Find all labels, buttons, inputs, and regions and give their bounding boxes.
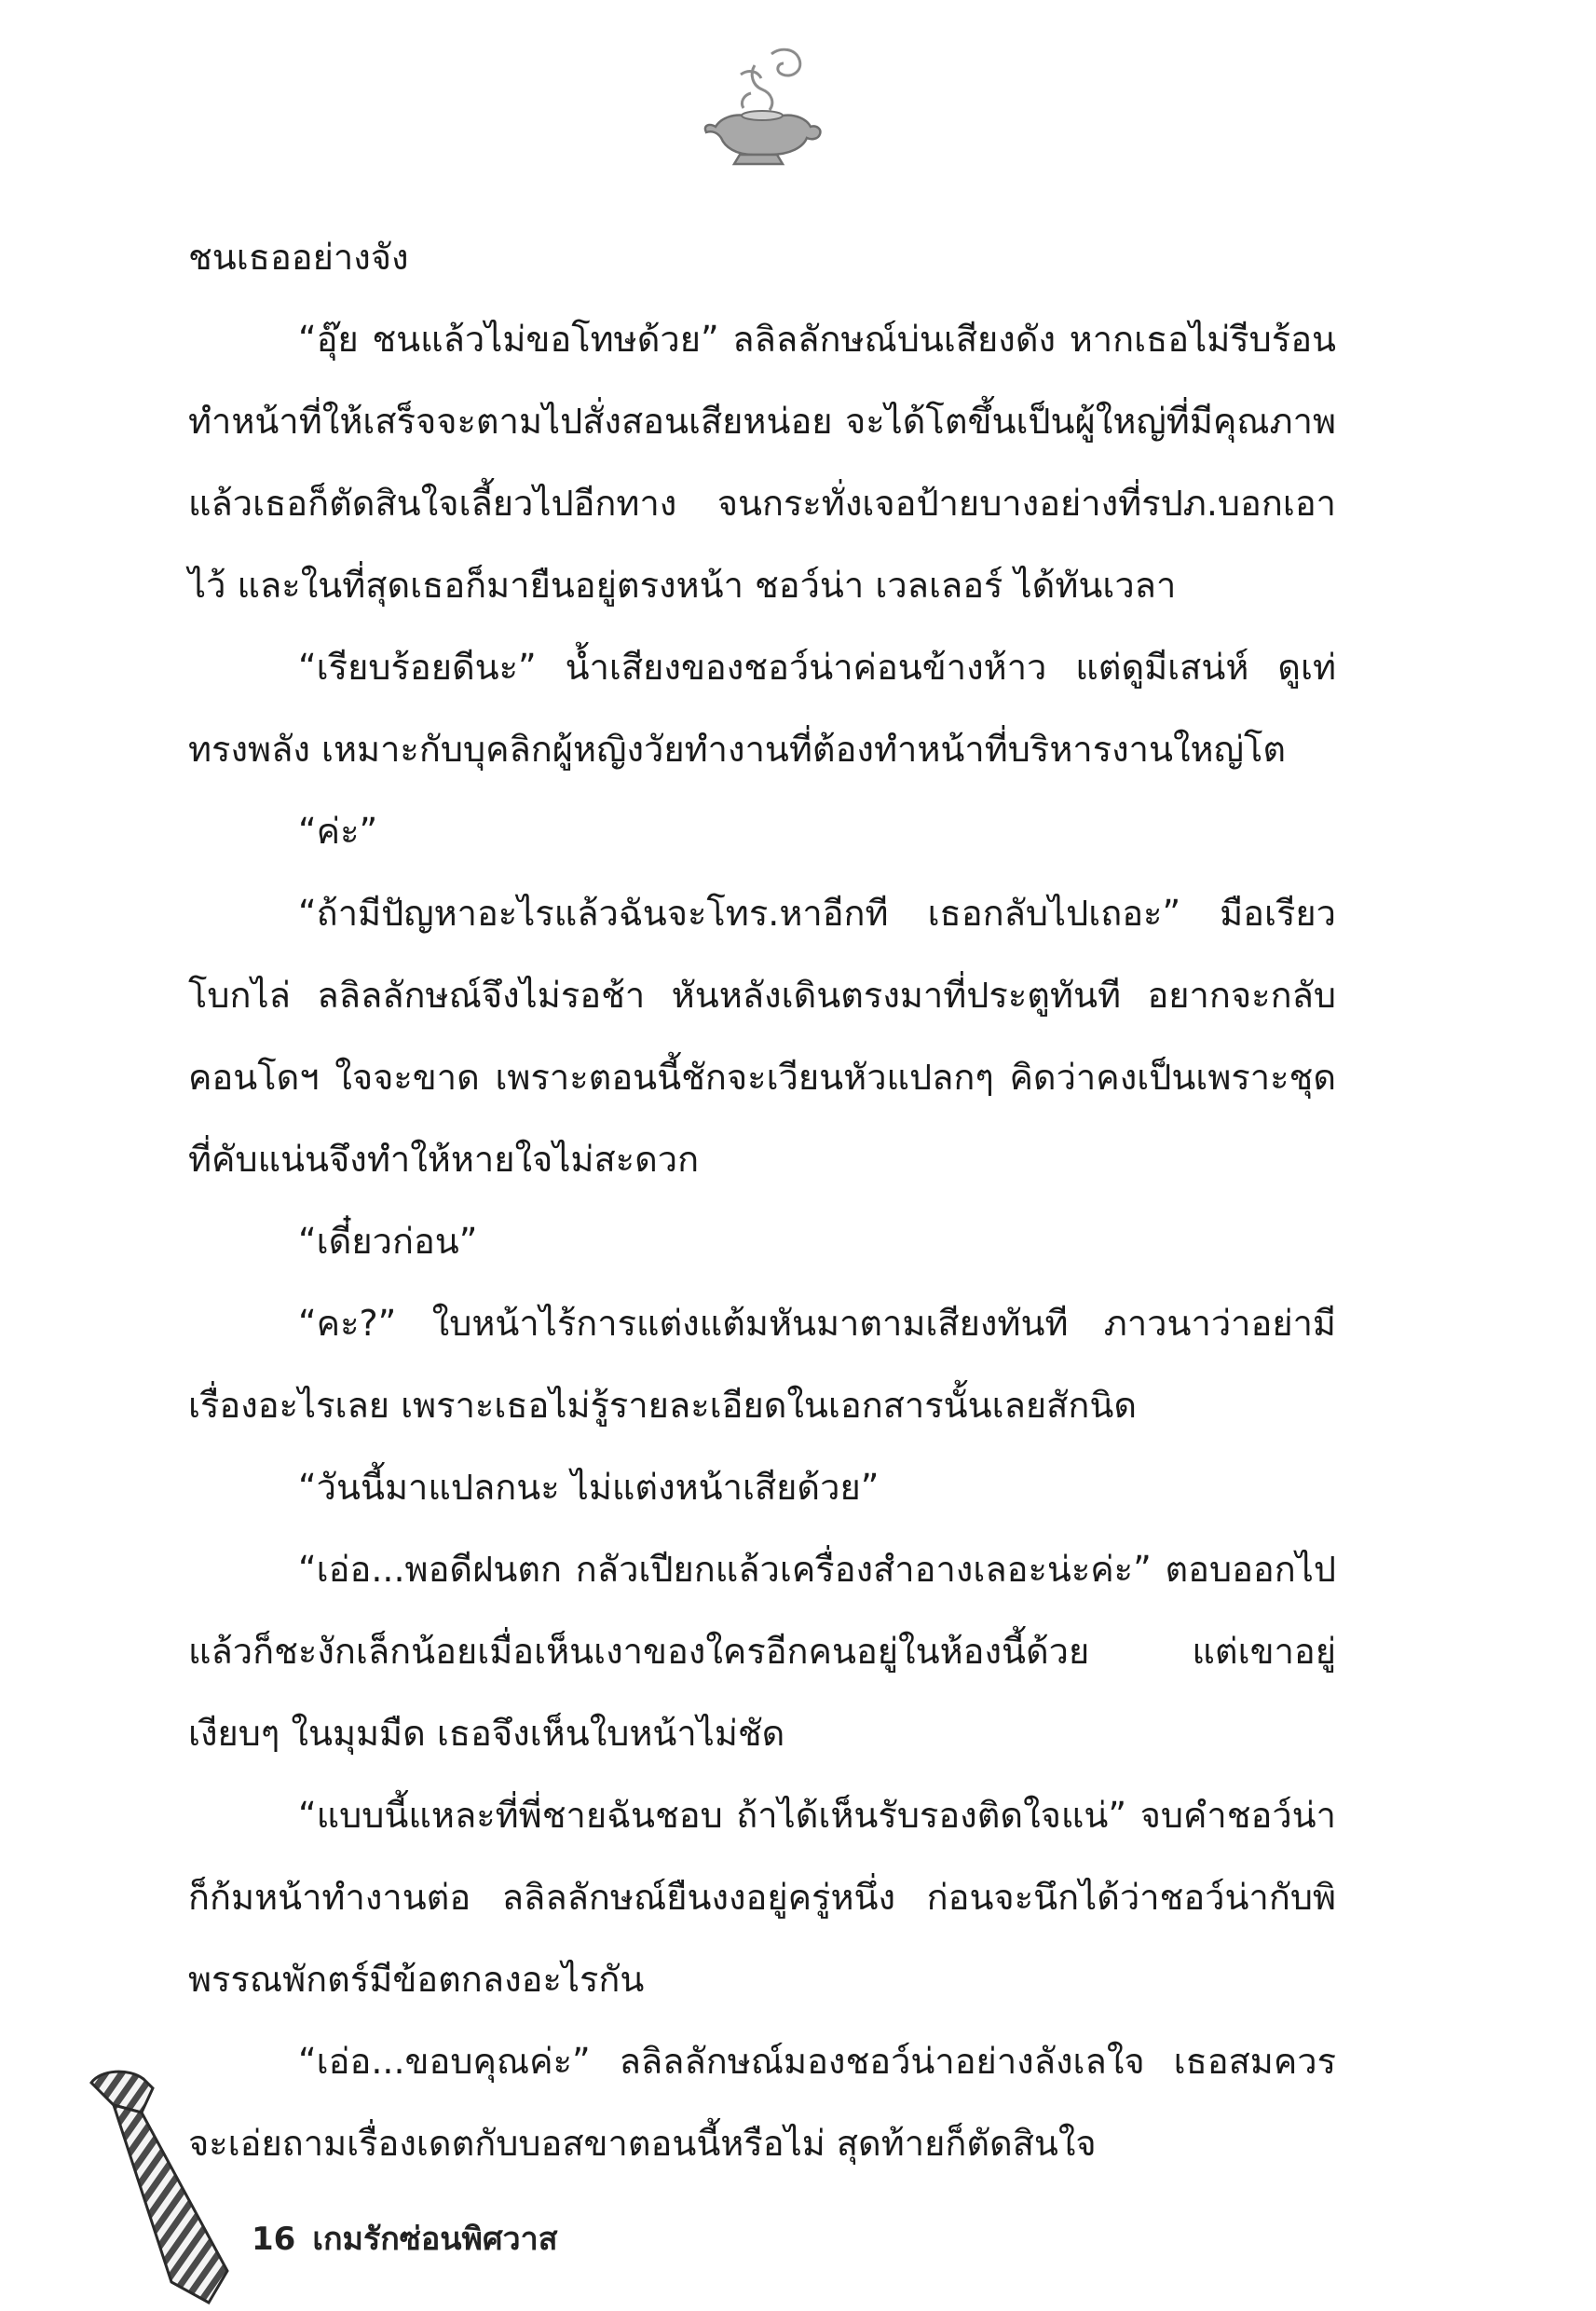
paragraph: “วันนี้มาแปลกนะ ไม่แต่งหน้าเสียด้วย”	[298, 1467, 880, 1508]
paragraph: “ค่ะ”	[298, 811, 378, 852]
paragraph: “เอ่อ...พอดีฝนตก กลัวเปียกแล้วเครื่องสำอางเลอะน่ะค่ะ” ตอบออกไปแล้วก็ชะงักเล็กน้อยเมื่อเห็นเงาของใครอีกคนอยู่ในห้องนี้ด้วย แต่เขาอยู่เงียบๆ ในมุมมืด เธอจึงเห็นใบหน้าไม่ชัด	[188, 1549, 1336, 1754]
necktie-icon	[76, 2064, 263, 2306]
paragraph: “แบบนี้แหละที่พี่ชายฉันชอบ ถ้าได้เห็นรับรองติดใจแน่” จบคำชอว์น่าก็ก้มหน้าทำงานต่อ ลลิลลักษณ์ยืนงงอยู่ครู่หนึ่ง ก่อนจะนึกได้ว่าชอว์น่ากับพิพรรณพักตร์มีข้อตกลงอะไรกัน	[188, 1795, 1336, 2000]
paragraph: ชนเธออย่างจัง	[188, 237, 409, 278]
paragraph: “เรียบร้อยดีนะ” น้ำเสียงของชอว์น่าค่อนข้างห้าว แต่ดูมีเสน่ห์ ดูเท่ ทรงพลัง เหมาะกับบุคลิกผู้หญิงวัยทำงานที่ต้องทำหน้าที่บริหารงานใหญ่โต	[188, 647, 1336, 770]
body-text	[188, 216, 1336, 2184]
paragraph: “อุ๊ย ชนแล้วไม่ขอโทษด้วย” ลลิลลักษณ์บ่นเสียงดัง หากเธอไม่รีบร้อนทำหน้าที่ให้เสร็จจะตามไปสั่งสอนเสียหน่อย จะได้โตขึ้นเป็นผู้ใหญ่ที่มีคุณภาพ แล้วเธอก็ตัดสินใจเลี้ยวไปอีกทาง จนกระทั่งเจอป้ายบางอย่างที่รปภ.บอกเอาไว้ และในที่สุดเธอก็มายืนอยู่ตรงหน้า ชอว์น่า เวลเลอร์ ได้ทันเวลา	[188, 319, 1336, 606]
paragraph: “เอ่อ...ขอบคุณค่ะ” ลลิลลักษณ์มองชอว์น่าอย่างลังเลใจ เธอสมควรจะเอ่ยถามเรื่องเดตกับบอสขาตอนนี้หรือไม่ สุดท้ายก็ตัดสินใจ	[188, 2041, 1336, 2164]
paragraph: “เดี๋ยวก่อน”	[298, 1221, 478, 1262]
page-number: 16	[252, 2221, 296, 2258]
paragraph: “ถ้ามีปัญหาอะไรแล้วฉันจะโทร.หาอีกที เธอกลับไปเถอะ” มือเรียวโบกไล่ ลลิลลักษณ์จึงไม่รอช้า หันหลังเดินตรงมาที่ประตูทันที อยากจะกลับคอนโดฯ ใจจะขาด เพราะตอนนี้ชักจะเวียนหัวแปลกๆ คิดว่าคงเป็นเพราะชุดที่คับแน่นจึงทำให้หายใจไม่สะดวก	[188, 893, 1336, 1180]
page-footer	[252, 2213, 557, 2263]
book-title: เกมรักซ่อนพิศวาส	[312, 2221, 558, 2258]
genie-lamp-icon	[689, 37, 829, 177]
paragraph: “คะ?” ใบหน้าไร้การแต่งแต้มหันมาตามเสียงทันที ภาวนาว่าอย่ามีเรื่องอะไรเลย เพราะเธอไม่รู้รายละเอียดในเอกสารนั้นเลยสักนิด	[188, 1303, 1336, 1426]
